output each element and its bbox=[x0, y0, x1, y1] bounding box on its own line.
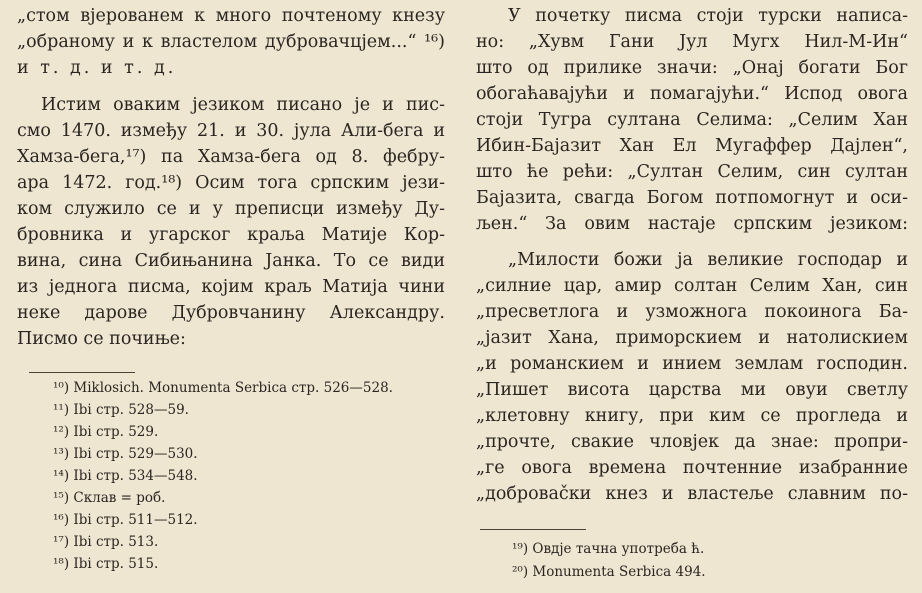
body-line: неке дарове Дубровчанину Александру. bbox=[17, 303, 445, 323]
body-line: „обраному и к властелом дубровачцјем...“ ¹⁶) bbox=[17, 32, 445, 52]
body-line: љен.“ За овим настаје српским језиком: bbox=[476, 214, 908, 234]
body-line: „и романскием и инием землам господин. bbox=[476, 354, 908, 374]
body-line: „јазит Хана, приморскием и натолискием bbox=[476, 328, 908, 348]
body-line: „доброваčки кнез и властеље славним по- bbox=[476, 484, 908, 504]
body-line: ара 1472. год.¹⁸) Осим тога српским јези- bbox=[17, 173, 445, 193]
body-line: обогаћавајући и помагајући.“ Испод овога bbox=[476, 84, 908, 104]
body-line: Хамза-бега,¹⁷) па Хамза-бега од 8. фебру- bbox=[17, 147, 445, 167]
footnote: ¹⁵) Склав = роб. bbox=[53, 490, 166, 506]
body-line: Писмо се почиње: bbox=[17, 329, 186, 349]
footnote: ¹⁸) Ibi стр. 515. bbox=[53, 556, 159, 572]
body-line: стоји Тугра султана Селима: „Селим Хан bbox=[476, 110, 908, 130]
body-line: „клетовну книгу, при ким се проглeда и bbox=[476, 406, 908, 426]
body-line: Истим оваким језиком писано је и пис- bbox=[41, 95, 445, 115]
footnote: ¹³) Ibi стр. 529—530. bbox=[53, 446, 198, 462]
body-line: „Милости божи ја великие господар и bbox=[508, 250, 908, 270]
body-line: Ибин-Бајазит Хан Ел Мугаффер Дајлен“, bbox=[476, 136, 908, 156]
footnote: ¹⁰) Miklosich. Monumenta Serbica стр. 526—528. bbox=[53, 380, 393, 396]
body-line: „Пишет висота царства ми овуи светлу bbox=[476, 380, 908, 400]
body-line: но: „Хувм Гани Јул Мугх Нил-М-Ин“ bbox=[476, 32, 908, 52]
body-line: „стом вјерованем к много почтеному кнезу bbox=[17, 6, 445, 26]
body-line: из једнога писма, којим краљ Матија чини bbox=[17, 277, 445, 297]
body-line: ком служило се и у преписци између Ду- bbox=[17, 199, 445, 219]
footnote: ¹⁹) Овдје тачна употреба ћ. bbox=[512, 541, 705, 557]
footnote: ²⁰) Monumenta Serbica 494. bbox=[512, 564, 706, 580]
footnote: ¹²) Ibi стр. 529. bbox=[53, 424, 159, 440]
footnote: ¹⁶) Ibi стр. 511—512. bbox=[53, 512, 198, 528]
body-line: што од прилике значи: „Онај богати Бог bbox=[476, 58, 908, 78]
body-line: У почетку писма стоји турски написа- bbox=[508, 6, 908, 26]
body-line: „силние цар, амир солтан Селим Хан, син bbox=[476, 276, 908, 296]
footnote: ¹⁴) Ibi стр. 534—548. bbox=[53, 468, 198, 484]
footnote-rule bbox=[480, 529, 586, 530]
footnote: ¹¹) Ibi стр. 528—59. bbox=[53, 402, 189, 418]
footnote: ¹⁷) Ibi стр. 513. bbox=[53, 534, 159, 550]
body-line: Бајазита, свагда Богом потпомогнут и оси- bbox=[476, 188, 908, 208]
body-line: „пресветлога и узможнога покоинога Ба- bbox=[476, 302, 908, 322]
body-line: вина, сина Сибињанина Јанка. То се види bbox=[17, 251, 445, 271]
body-line: бровника и угарског краља Матије Кор- bbox=[17, 225, 445, 245]
body-line: и т. д. и т. д. bbox=[17, 58, 177, 78]
body-line: „ге овога времена почтенние изабранние bbox=[476, 458, 908, 478]
body-line: смо 1470. између 21. и 30. јула Али-бега и bbox=[17, 121, 445, 141]
body-line: „прочте, свакие члoвјек да знае: пропри- bbox=[476, 432, 908, 452]
body-line: што ће рећи: „Султан Селим, син султан bbox=[476, 162, 908, 182]
footnote-rule bbox=[29, 372, 135, 373]
